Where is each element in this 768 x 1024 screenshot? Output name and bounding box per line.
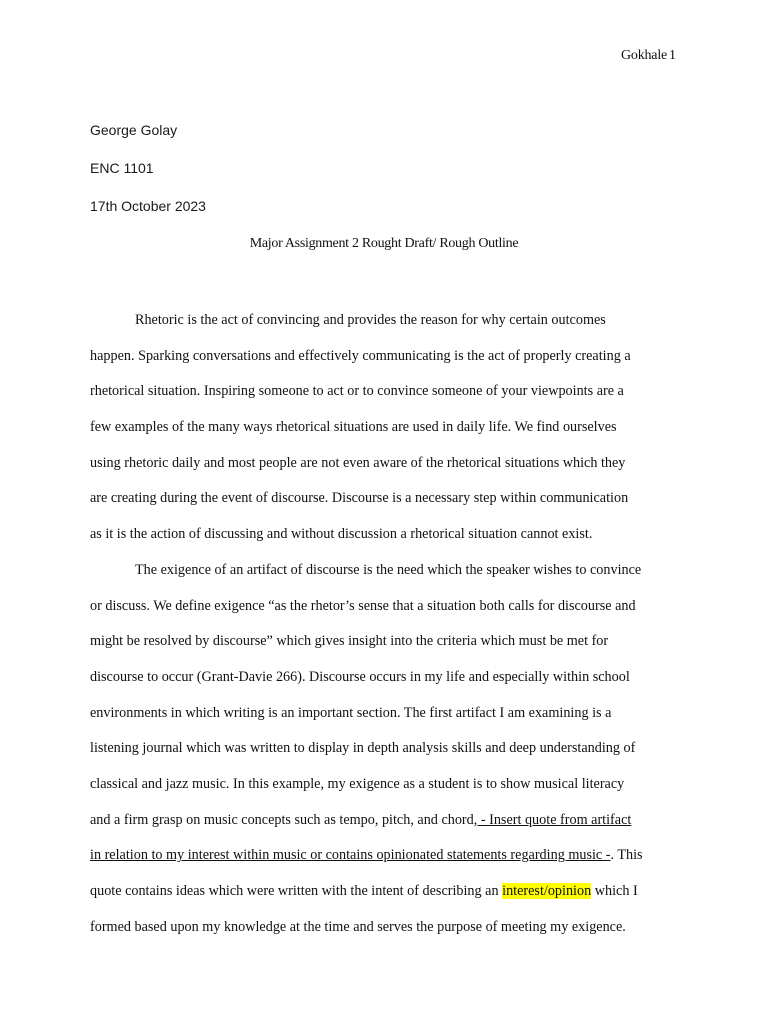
paragraph-line [90,803,675,839]
line-text: quote contains ideas which were written with the intent of describing an [90,883,503,899]
highlighted-text: interest/opinion [502,883,592,899]
paragraph-line [90,838,675,874]
paragraph-line: using rhetoric daily and most people are not even aware of the rhetorical situations which they [90,454,626,471]
paragraph-line: or discuss. We define exigence “as the rhetor’s sense that a situation both calls for discourse and [90,597,636,614]
document-date: 17th October 2023 [90,198,206,214]
paragraph-line: are creating during the event of discourse. Discourse is a necessary step within communication [90,490,629,507]
paragraph-line: classical and jazz music. In this example, my exigence as a student is to show musical literacy [90,775,625,792]
paragraph-line: Rhetoric is the act of convincing and provides the reason for why certain outcomes [135,312,606,328]
paragraph-line: few examples of the many ways rhetorical situations are used in daily life. We find ourselves [90,419,617,436]
paragraph-line: might be resolved by discourse” which gives insight into the criteria which must be met for [90,633,609,650]
document-title: Major Assignment 2 Rought Draft/ Rough Outline [249,236,519,251]
paragraph-line: formed based upon my knowledge at the time and serves the purpose of meeting my exigence. [90,918,626,935]
paragraph-line: happen. Sparking conversations and effectively communicating is the act of properly creating a [90,347,631,364]
author-name: George Golay [90,122,178,138]
header-author-name: Gokhale [621,48,668,63]
paragraph-line: The exigence of an artifact of discourse is the need which the speaker wishes to convince [135,561,642,578]
paragraph-line: as it is the action of discussing and without discussion a rhetorical situation cannot exist. [90,526,593,543]
paragraph-line: listening journal which was written to display in depth analysis skills and deep understanding of [90,740,636,757]
line-text: and a firm grasp on music concepts such as tempo, pitch, and chord [90,811,474,828]
paragraph-line: environments in which writing is an important section. The first artifact I am examining is a [90,704,612,721]
paragraph-line: discourse to occur (Grant-Davie 266). Discourse occurs in my life and especially within school [90,668,630,685]
line-text: which I [591,883,638,899]
course-code: ENC 1101 [90,160,154,176]
paragraph-line: rhetorical situation. Inspiring someone to act or to convince someone of your viewpoints are a [90,383,624,400]
line-text: . This [610,847,643,864]
essay-body [90,303,675,945]
quote-placeholder-underlined: in relation to my interest within music or contains opinionated statements regarding music - [90,847,611,864]
page-number: 1 [669,48,676,63]
paragraph-line [90,874,675,910]
quote-placeholder-underlined: , - Insert quote from artifact [473,811,632,828]
